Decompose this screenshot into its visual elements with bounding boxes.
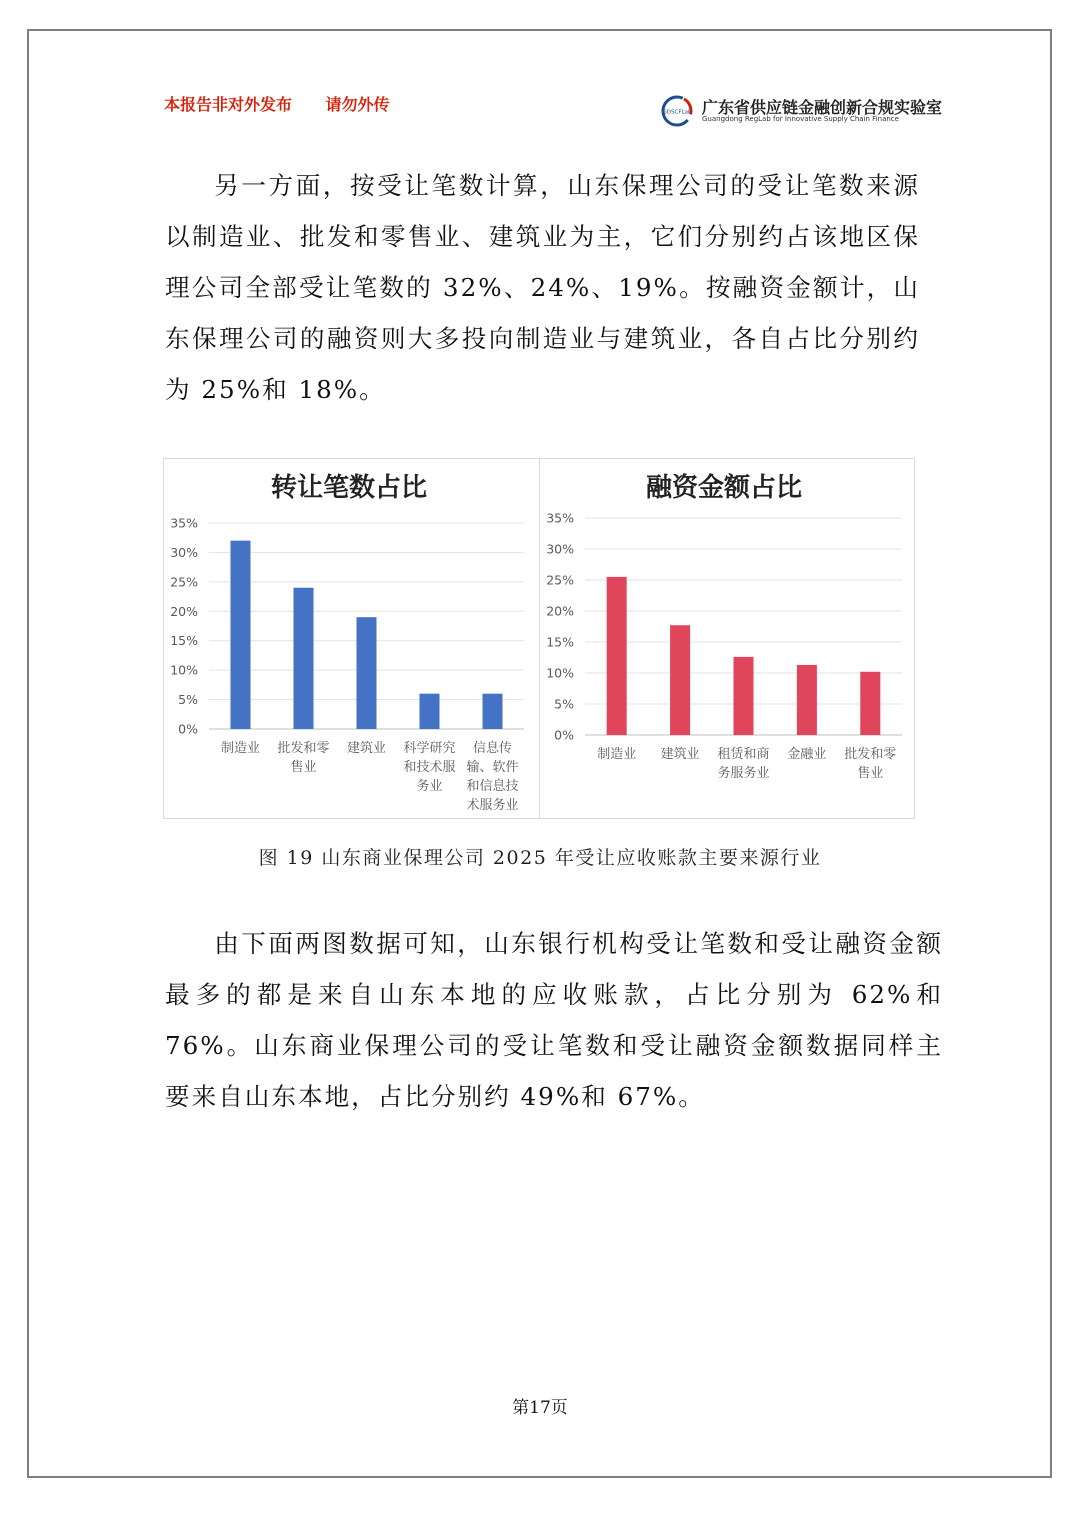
- y-tick-label: 15%: [546, 634, 574, 650]
- header-notice: [164, 92, 389, 115]
- x-category-label: 制造业: [220, 741, 261, 756]
- y-tick-label: 30%: [170, 544, 198, 560]
- bar: [357, 617, 377, 729]
- y-tick-label: 35%: [546, 510, 574, 526]
- chart-title: 转让笔数占比: [270, 473, 428, 503]
- y-tick-label: 25%: [170, 574, 198, 590]
- bar: [860, 672, 880, 735]
- x-category-label: 建筑业: [346, 741, 387, 756]
- bar: [797, 665, 817, 735]
- bar: [231, 541, 251, 729]
- bar: [294, 588, 314, 729]
- x-category-label: 金融业: [787, 747, 827, 762]
- paragraph-regional-sources: 由下面两图数据可知，山东银行机构受让笔数和受让融资金额最多的都是来自山东本地的应收账款，占比分别为 62%和 76%。山东商业保理公司的受让笔数和受让融资金额数据同样主要来自山东本地，占比分别约 49%和 67%。: [165, 929, 943, 1111]
- charts-figure: [163, 458, 915, 819]
- figure-caption: 图 19 山东商业保理公司 2025 年受让应收账款主要来源行业: [258, 847, 822, 869]
- x-category-label: 批发和零售业: [844, 747, 897, 781]
- y-tick-label: 20%: [170, 603, 198, 619]
- y-tick-label: 5%: [178, 692, 198, 708]
- paragraph-industry-sources: 另一方面，按受让笔数计算，山东保理公司的受让笔数来源以制造业、批发和零售业、建筑业为主，它们分别约占该地区保理公司全部受让笔数的 32%、24%、19%。按融资金额计，山东保理公司的融资则大多投向制造业与建筑业，各自占比分别约为 25%和 18%。: [165, 171, 920, 404]
- y-tick-label: 0%: [178, 721, 198, 737]
- y-tick-label: 25%: [546, 572, 574, 588]
- x-category-label: 信息传输、软件和信息技术服务业: [466, 741, 519, 813]
- y-tick-label: 10%: [546, 665, 574, 681]
- bar: [734, 657, 754, 735]
- logo-name-en: Guangdong RegLab for Innovative Supply Chain Finance: [702, 115, 899, 123]
- y-tick-label: 10%: [170, 662, 198, 678]
- y-tick-label: 30%: [546, 541, 574, 557]
- chart-title: 融资金额占比: [645, 473, 803, 503]
- x-category-label: 批发和零售业: [277, 741, 330, 775]
- x-category-label: 租赁和商务服务业: [717, 747, 770, 781]
- logo-badge: GDSCFLab: [662, 109, 692, 116]
- y-tick-label: 15%: [170, 633, 198, 649]
- bar: [420, 694, 440, 729]
- x-category-label: 制造业: [597, 747, 637, 762]
- page-number: 第17页: [512, 1398, 568, 1418]
- x-category-label: 建筑业: [660, 747, 700, 762]
- y-tick-label: 20%: [546, 603, 574, 619]
- y-tick-label: 5%: [554, 696, 574, 712]
- bar: [607, 577, 627, 735]
- y-tick-label: 35%: [170, 515, 198, 531]
- notice-right: 请勿外传: [325, 95, 390, 114]
- y-tick-label: 0%: [554, 727, 574, 743]
- chart-financing-amount-share: [540, 459, 916, 820]
- header-logo: [660, 94, 943, 128]
- bar: [483, 694, 503, 729]
- x-category-label: 科学研究和技术服务业: [403, 741, 456, 794]
- chart-transfer-count-share: [164, 459, 539, 820]
- bar: [670, 625, 690, 735]
- notice-left: 本报告非对外发布: [164, 95, 293, 114]
- logo-name-cn: 广东省供应链金融创新合规实验室: [702, 98, 943, 117]
- lab-logo-icon: [660, 94, 694, 128]
